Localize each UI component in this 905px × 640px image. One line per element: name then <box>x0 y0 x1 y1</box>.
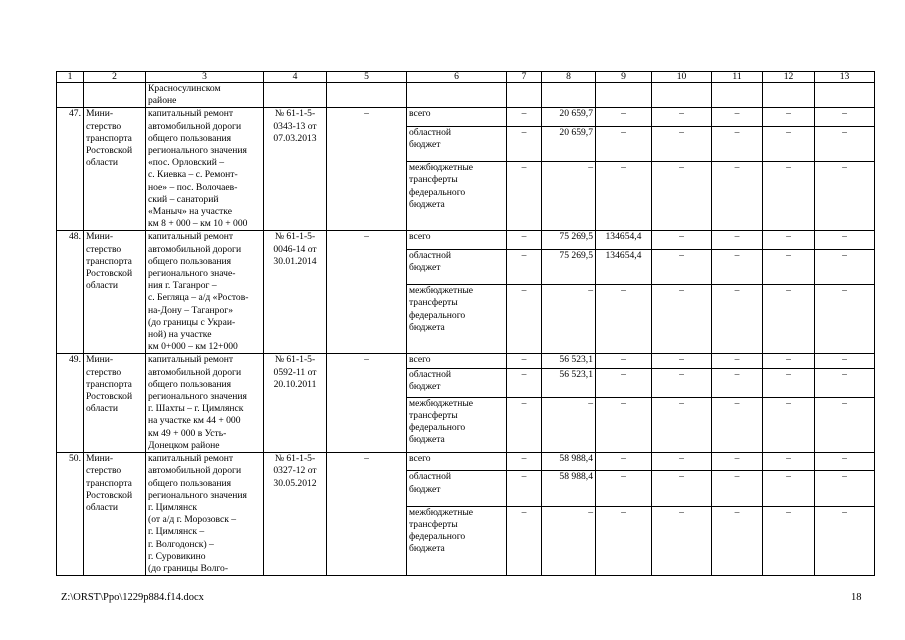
ministry-cell: Мини- стерство транспорта Ростовской области <box>84 354 146 453</box>
col-number: 2 <box>84 72 146 83</box>
value-cell: – <box>596 285 652 354</box>
value-cell: – <box>712 126 763 161</box>
value-cell: – <box>712 397 763 453</box>
value-cell: 75 269,5 <box>542 249 596 284</box>
value-cell: – <box>712 471 763 506</box>
value-cell: – <box>712 453 763 471</box>
decree-cell: № 61-1-5- 0046-14 от 30.01.2014 <box>264 231 327 354</box>
value-cell: – <box>763 506 815 575</box>
value-cell: – <box>652 162 712 231</box>
value-cell: – <box>652 397 712 453</box>
value-cell: – <box>596 108 652 126</box>
decree-cell: № 61-1-5- 0592-11 от 20.10.2011 <box>264 354 327 453</box>
value-cell: – <box>763 369 815 397</box>
footer-page-number: 18 <box>851 592 862 603</box>
value-cell: – <box>327 453 407 576</box>
object-description-cell: капитальный ремонт автомобильной дороги общего пользования регионального значения г. Шахты – г. Цимлянск на участке км 44 + 000 км 49 + 000 в Усть- Донецком районе <box>146 354 264 453</box>
value-cell: – <box>327 354 407 453</box>
column-number-row <box>57 72 875 83</box>
value-cell: – <box>596 397 652 453</box>
col-number: 11 <box>712 72 763 83</box>
table-row <box>57 108 875 126</box>
value-cell: – <box>712 108 763 126</box>
value-cell: – <box>815 231 875 249</box>
value-cell: – <box>652 285 712 354</box>
ministry-cell: Мини- стерство транспорта Ростовской области <box>84 453 146 576</box>
funding-source-cell: областной бюджет <box>407 471 507 506</box>
value-cell: 134654,4 <box>596 231 652 249</box>
value-cell: – <box>596 126 652 161</box>
value-cell: – <box>507 285 542 354</box>
funding-source-cell: всего <box>407 231 507 249</box>
table-row <box>57 231 875 249</box>
value-cell: – <box>712 285 763 354</box>
value-cell: – <box>712 231 763 249</box>
value-cell: – <box>815 354 875 369</box>
value-cell: – <box>652 231 712 249</box>
footer-file-path: Z:\ORST\Ppo\1229p884.f14.docx <box>61 592 204 603</box>
col-number: 12 <box>763 72 815 83</box>
table-row <box>57 354 875 369</box>
value-cell: – <box>763 231 815 249</box>
value-cell: – <box>327 231 407 354</box>
funding-source-cell: межбюджетные трансферты федерального бюджета <box>407 162 507 231</box>
value-cell: – <box>815 126 875 161</box>
value-cell: – <box>507 249 542 284</box>
funding-source-cell: областной бюджет <box>407 249 507 284</box>
value-cell: – <box>712 506 763 575</box>
value-cell: – <box>507 397 542 453</box>
value-cell: – <box>652 249 712 284</box>
decree-cell: № 61-1-5- 0343-13 от 07.03.2013 <box>264 108 327 231</box>
value-cell: – <box>652 354 712 369</box>
col-number: 7 <box>507 72 542 83</box>
value-cell: 56 523,1 <box>542 369 596 397</box>
value-cell: – <box>763 249 815 284</box>
value-cell: – <box>652 453 712 471</box>
value-cell: – <box>712 249 763 284</box>
row-number-cell: 50. <box>57 453 84 576</box>
value-cell: – <box>763 162 815 231</box>
funding-source-cell: межбюджетные трансферты федерального бюджета <box>407 397 507 453</box>
col-number: 3 <box>146 72 264 83</box>
object-description-cell: капитальный ремонт автомобильной дороги общего пользования регионального значения «пос. Орловский – с. Киевка – с. Ремонт- ное» – пос. Волочаев- ский – санаторий «Маныч» на участке км 8 + 000 – км 10 + 000 <box>146 108 264 231</box>
value-cell: – <box>507 354 542 369</box>
value-cell: – <box>815 162 875 231</box>
continuation-row <box>57 83 875 108</box>
row-number-cell: 49. <box>57 354 84 453</box>
value-cell: – <box>815 369 875 397</box>
value-cell: – <box>507 108 542 126</box>
funding-source-cell: всего <box>407 108 507 126</box>
value-cell: – <box>542 285 596 354</box>
value-cell: – <box>815 453 875 471</box>
value-cell: 56 523,1 <box>542 354 596 369</box>
value-cell: – <box>763 354 815 369</box>
value-cell: – <box>763 397 815 453</box>
document-table <box>56 71 875 576</box>
col-number: 13 <box>815 72 875 83</box>
col-number: 4 <box>264 72 327 83</box>
value-cell: 58 988,4 <box>542 453 596 471</box>
col-number: 6 <box>407 72 507 83</box>
value-cell: – <box>712 369 763 397</box>
value-cell: – <box>596 369 652 397</box>
value-cell: – <box>507 231 542 249</box>
value-cell: – <box>815 249 875 284</box>
value-cell: – <box>763 126 815 161</box>
funding-source-cell: межбюджетные трансферты федерального бюджета <box>407 285 507 354</box>
value-cell: 134654,4 <box>596 249 652 284</box>
value-cell: – <box>712 354 763 369</box>
value-cell: – <box>815 397 875 453</box>
continuation-object-cell: Красносулинском районе <box>146 83 264 108</box>
value-cell: – <box>652 506 712 575</box>
value-cell: – <box>763 453 815 471</box>
value-cell: – <box>596 453 652 471</box>
value-cell: – <box>763 471 815 506</box>
value-cell: – <box>327 108 407 231</box>
ministry-cell: Мини- стерство транспорта Ростовской области <box>84 231 146 354</box>
value-cell: – <box>596 471 652 506</box>
value-cell: – <box>652 369 712 397</box>
value-cell: – <box>712 162 763 231</box>
ministry-cell: Мини- стерство транспорта Ростовской области <box>84 108 146 231</box>
funding-source-cell: всего <box>407 354 507 369</box>
col-number: 5 <box>327 72 407 83</box>
funding-source-cell: областной бюджет <box>407 369 507 397</box>
col-number: 10 <box>652 72 712 83</box>
value-cell: – <box>652 471 712 506</box>
value-cell: – <box>507 162 542 231</box>
decree-cell: № 61-1-5- 0327-12 от 30.05.2012 <box>264 453 327 576</box>
value-cell: – <box>507 369 542 397</box>
value-cell: – <box>815 471 875 506</box>
value-cell: – <box>507 506 542 575</box>
object-description-cell: капитальный ремонт автомобильной дороги общего пользования регионального значе- ния г. Таганрог – с. Бегляца – а/д «Ростов- на-Дону – Таганрог» (до границы с Украи- ной) на участке км 0+000 – км 12+000 <box>146 231 264 354</box>
col-number: 1 <box>57 72 84 83</box>
value-cell: – <box>542 162 596 231</box>
value-cell: 20 659,7 <box>542 108 596 126</box>
value-cell: – <box>815 506 875 575</box>
value-cell: 75 269,5 <box>542 231 596 249</box>
value-cell: – <box>596 506 652 575</box>
funding-source-cell: областной бюджет <box>407 126 507 161</box>
object-description-cell: капитальный ремонт автомобильной дороги общего пользования регионального значения г. Цимлянск (от а/д г. Морозовск – г. Цимлянск – г. Волгодонск) – г. Суровикино (до границы Волго- <box>146 453 264 576</box>
value-cell: – <box>652 126 712 161</box>
funding-source-cell: межбюджетные трансферты федерального бюджета <box>407 506 507 575</box>
value-cell: 20 659,7 <box>542 126 596 161</box>
value-cell: – <box>542 506 596 575</box>
value-cell: – <box>763 285 815 354</box>
value-cell: – <box>507 471 542 506</box>
value-cell: – <box>542 397 596 453</box>
value-cell: – <box>507 126 542 161</box>
value-cell: – <box>815 285 875 354</box>
value-cell: – <box>763 108 815 126</box>
value-cell: – <box>596 162 652 231</box>
value-cell: – <box>596 354 652 369</box>
value-cell: – <box>652 108 712 126</box>
col-number: 9 <box>596 72 652 83</box>
value-cell: – <box>507 453 542 471</box>
table-row <box>57 453 875 471</box>
value-cell: – <box>815 108 875 126</box>
funding-source-cell: всего <box>407 453 507 471</box>
row-number-cell: 48. <box>57 231 84 354</box>
col-number: 8 <box>542 72 596 83</box>
value-cell: 58 988,4 <box>542 471 596 506</box>
row-number-cell: 47. <box>57 108 84 231</box>
